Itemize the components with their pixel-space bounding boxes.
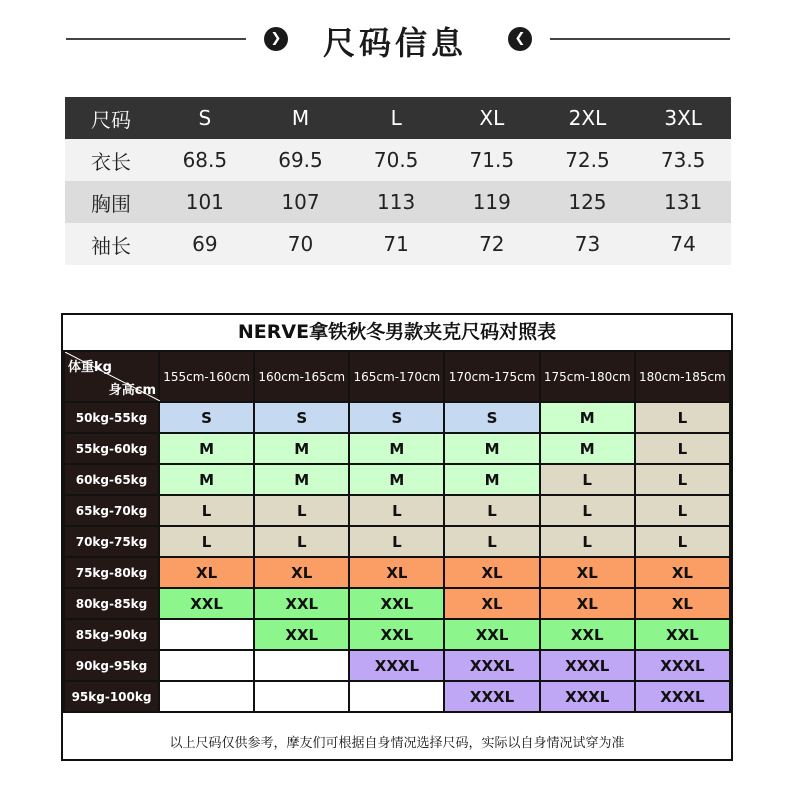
- size-cell: L: [349, 495, 444, 526]
- table-row: [65, 181, 731, 223]
- size-cell: L: [635, 464, 730, 495]
- chevron-right-icon: ❯: [264, 27, 288, 51]
- footer-note: 以上尺码仅供参考，摩友们可根据自身情况选择尺码，实际以自身情况试穿为准: [169, 736, 625, 751]
- table-cell: 72: [444, 223, 540, 265]
- size-cell: XXL: [159, 588, 254, 619]
- size-chart-title: NERVE拿铁秋冬男款夹克尺码对照表: [237, 321, 557, 343]
- size-cell: M: [159, 464, 254, 495]
- table-cell: 101: [157, 181, 253, 223]
- size-cell: XXXL: [444, 681, 539, 712]
- size-cell: L: [254, 495, 349, 526]
- size-cell: XXL: [254, 619, 349, 650]
- size-cell: M: [254, 433, 349, 464]
- table-row: [65, 139, 731, 181]
- height-header: 165cm-170cm: [349, 351, 444, 402]
- table-row: [64, 495, 730, 526]
- chevron-left-icon: ❮: [508, 27, 532, 51]
- header-cell: 尺码: [65, 97, 157, 139]
- table-row: [64, 650, 730, 681]
- size-cell: XL: [540, 588, 635, 619]
- header-cell: XL: [444, 97, 540, 139]
- size-cell: XXL: [635, 619, 730, 650]
- height-header-row: [64, 351, 730, 402]
- size-cell: XXXL: [540, 681, 635, 712]
- table-row: [64, 402, 730, 433]
- size-cell: XXXL: [540, 650, 635, 681]
- size-cell: L: [349, 526, 444, 557]
- size-cell: L: [159, 526, 254, 557]
- weight-label: 70kg-75kg: [64, 526, 159, 557]
- size-cell: [254, 650, 349, 681]
- weight-label: 75kg-80kg: [64, 557, 159, 588]
- table-row: [64, 526, 730, 557]
- table-cell: 71.5: [444, 139, 540, 181]
- table-cell: 119: [444, 181, 540, 223]
- row-label: 袖长: [65, 223, 157, 265]
- height-axis-label: 身高cm: [108, 383, 156, 398]
- size-cell: XXXL: [635, 650, 730, 681]
- size-cell: M: [444, 433, 539, 464]
- height-header: 180cm-185cm: [635, 351, 730, 402]
- table-cell: 73: [540, 223, 636, 265]
- table-row: [64, 557, 730, 588]
- height-header: 160cm-165cm: [254, 351, 349, 402]
- corner-cell: [64, 351, 159, 402]
- size-cell: M: [540, 433, 635, 464]
- size-cell: XXXL: [635, 681, 730, 712]
- size-cell: XXL: [349, 588, 444, 619]
- size-cell: S: [159, 402, 254, 433]
- table-row: [64, 464, 730, 495]
- size-cell: XL: [349, 557, 444, 588]
- size-chart-panel: [61, 313, 733, 761]
- size-chart-table: [63, 350, 731, 713]
- size-cell: S: [349, 402, 444, 433]
- table-cell: 69.5: [253, 139, 349, 181]
- size-cell: L: [540, 526, 635, 557]
- size-cell: L: [635, 495, 730, 526]
- size-cell: L: [159, 495, 254, 526]
- size-cell: [254, 681, 349, 712]
- size-cell: XL: [635, 557, 730, 588]
- section-header: [0, 0, 790, 86]
- weight-label: 85kg-90kg: [64, 619, 159, 650]
- weight-label: 60kg-65kg: [64, 464, 159, 495]
- divider-left: [66, 38, 246, 40]
- size-cell: [159, 650, 254, 681]
- size-cell: XL: [159, 557, 254, 588]
- table-cell: 69: [157, 223, 253, 265]
- size-cell: [159, 619, 254, 650]
- size-cell: L: [635, 526, 730, 557]
- size-cell: M: [540, 402, 635, 433]
- row-label: 胸围: [65, 181, 157, 223]
- size-cell: L: [540, 464, 635, 495]
- table-row: [64, 681, 730, 712]
- size-cell: XL: [444, 557, 539, 588]
- header-cell: L: [348, 97, 444, 139]
- size-cell: XXL: [254, 588, 349, 619]
- table-cell: 131: [635, 181, 731, 223]
- size-cell: M: [159, 433, 254, 464]
- table-cell: 73.5: [635, 139, 731, 181]
- weight-label: 50kg-55kg: [64, 402, 159, 433]
- header-cell: M: [253, 97, 349, 139]
- weight-axis-label: 体重kg: [68, 360, 112, 375]
- table-cell: 68.5: [157, 139, 253, 181]
- table-cell: 70.5: [348, 139, 444, 181]
- size-cell: M: [254, 464, 349, 495]
- size-cell: XXL: [540, 619, 635, 650]
- weight-label: 95kg-100kg: [64, 681, 159, 712]
- weight-label: 65kg-70kg: [64, 495, 159, 526]
- size-cell: M: [444, 464, 539, 495]
- size-cell: M: [349, 433, 444, 464]
- size-cell: L: [444, 526, 539, 557]
- size-cell: XL: [254, 557, 349, 588]
- size-cell: L: [635, 433, 730, 464]
- table-cell: 74: [635, 223, 731, 265]
- size-cell: L: [540, 495, 635, 526]
- table-row: [64, 433, 730, 464]
- size-cell: [159, 681, 254, 712]
- size-cell: L: [444, 495, 539, 526]
- size-cell: XL: [444, 588, 539, 619]
- divider-right: [550, 38, 730, 40]
- table-row: [65, 223, 731, 265]
- table-cell: 107: [253, 181, 349, 223]
- size-cell: S: [444, 402, 539, 433]
- size-cell: XXL: [349, 619, 444, 650]
- height-header: 155cm-160cm: [159, 351, 254, 402]
- size-cell: XXL: [444, 619, 539, 650]
- size-cell: [349, 681, 444, 712]
- weight-label: 55kg-60kg: [64, 433, 159, 464]
- page-title: 尺码信息: [322, 24, 467, 62]
- table-cell: 71: [348, 223, 444, 265]
- size-header-row: [65, 97, 731, 139]
- height-header: 175cm-180cm: [540, 351, 635, 402]
- weight-label: 80kg-85kg: [64, 588, 159, 619]
- size-cell: XXXL: [444, 650, 539, 681]
- size-cell: M: [349, 464, 444, 495]
- header-cell: S: [157, 97, 253, 139]
- table-row: [64, 588, 730, 619]
- table-row: [64, 619, 730, 650]
- row-label: 衣长: [65, 139, 157, 181]
- size-cell: S: [254, 402, 349, 433]
- size-cell: XXXL: [349, 650, 444, 681]
- header-cell: 2XL: [540, 97, 636, 139]
- table-cell: 113: [348, 181, 444, 223]
- size-cell: XL: [540, 557, 635, 588]
- size-cell: L: [254, 526, 349, 557]
- table-cell: 125: [540, 181, 636, 223]
- header-cell: 3XL: [635, 97, 731, 139]
- size-cell: L: [635, 402, 730, 433]
- height-header: 170cm-175cm: [444, 351, 539, 402]
- table-cell: 70: [253, 223, 349, 265]
- size-info-table: [65, 97, 731, 265]
- weight-label: 90kg-95kg: [64, 650, 159, 681]
- table-cell: 72.5: [540, 139, 636, 181]
- size-cell: XL: [635, 588, 730, 619]
